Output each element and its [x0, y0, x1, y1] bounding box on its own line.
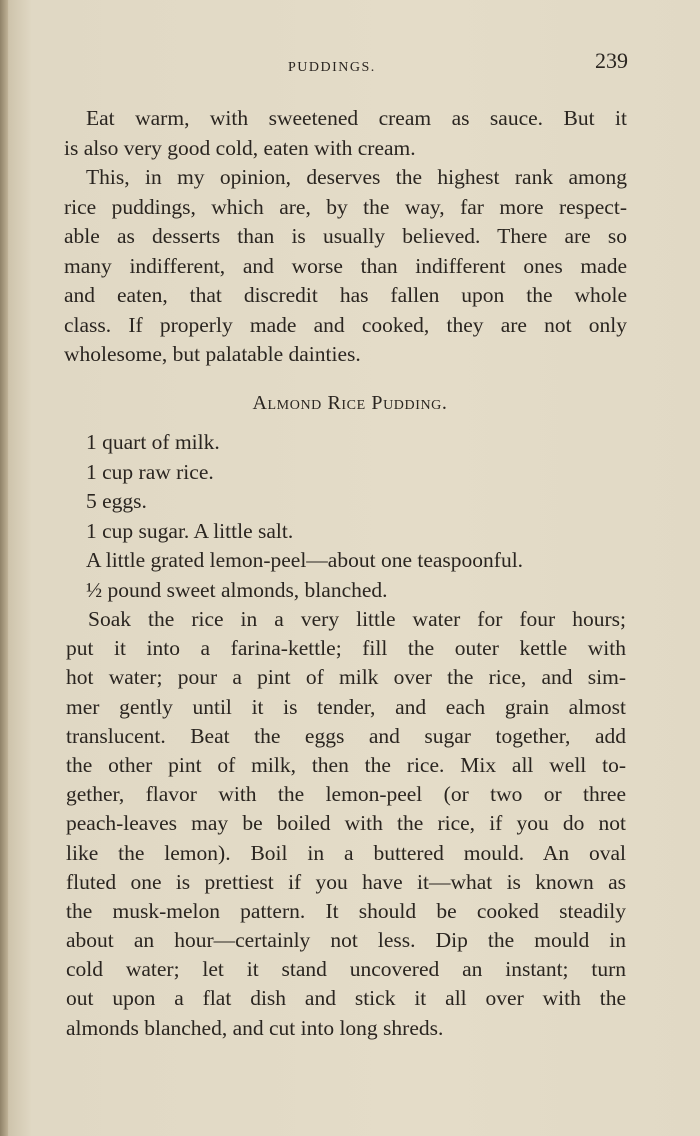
text-line: cold water; let it stand uncovered an instant; turn: [66, 957, 626, 982]
running-head: PUDDINGS.: [288, 60, 376, 75]
text-line: about an hour—certainly not less. Dip the mould in: [66, 928, 626, 953]
text-line: like the lemon). Boil in a buttered mould. An oval: [66, 840, 626, 865]
recipe-title: Almond Rice Pudding.: [252, 392, 448, 414]
text-line: rice puddings, which are, by the way, far more respect-: [64, 194, 627, 219]
text-line: almonds blanched, and cut into long shreds.: [66, 1015, 444, 1040]
text-line: mer gently until it is tender, and each grain almost: [66, 694, 626, 719]
text-line: put it into a farina-kettle; fill the outer kettle with: [66, 636, 626, 661]
text-line: gether, flavor with the lemon-peel (or two or three: [66, 782, 626, 807]
page-spine-shadow: [0, 0, 8, 1136]
opinion-paragraph: [64, 163, 627, 370]
text-line: peach-leaves may be boiled with the rice, if you do not: [66, 811, 626, 836]
ingredient-item: A little grated lemon-peel—about one teaspoonful.: [86, 548, 524, 572]
text-line: is also very good cold, eaten with cream.: [64, 135, 416, 160]
ingredient-item: ½ pound sweet almonds, blanched.: [86, 577, 388, 602]
ingredient-item: 5 eggs.: [86, 489, 147, 513]
ingredient-item: 1 cup raw rice.: [86, 459, 214, 484]
text-line: Eat warm, with sweetened cream as sauce. But it: [86, 106, 627, 130]
ingredient-list: [86, 428, 626, 605]
method-paragraph: [66, 605, 626, 1043]
text-line: and eaten, that discredit has fallen upon the whole: [64, 283, 627, 307]
text-line: hot water; pour a pint of milk over the rice, and sim-: [66, 665, 626, 690]
text-line: the musk-melon pattern. It should be cooked steadily: [66, 898, 626, 923]
text-line: out upon a flat dish and stick it all over with the: [66, 986, 626, 1011]
ingredient-item: 1 quart of milk.: [86, 430, 220, 454]
text-line: fluted one is prettiest if you have it—what is known as: [66, 869, 626, 894]
text-line: the other pint of milk, then the rice. Mix all well to-: [66, 752, 626, 777]
intro-paragraph: [64, 104, 627, 163]
text-line: many indifferent, and worse than indifferent ones made: [64, 253, 627, 278]
text-line: class. If properly made and cooked, they are not only: [64, 312, 627, 337]
text-line: This, in my opinion, deserves the highest rank among: [86, 165, 627, 189]
text-line: translucent. Beat the eggs and sugar together, add: [66, 723, 626, 748]
text-line: Soak the rice in a very little water for four hours;: [88, 607, 626, 631]
text-line: wholesome, but palatable dainties.: [64, 342, 361, 366]
ingredient-item: 1 cup sugar. A little salt.: [86, 518, 294, 543]
page-number: 239: [595, 48, 628, 73]
text-line: able as desserts than is usually believed. There are so: [64, 224, 627, 248]
